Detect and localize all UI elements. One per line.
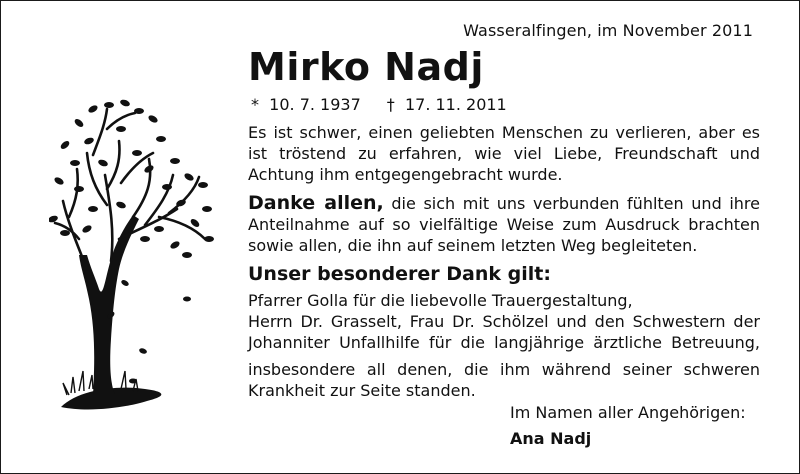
special-thanks-heading: Unser besonderer Dank gilt: [248,263,551,285]
paragraph-2-body: die sich mit uns verbunden fühlten und ihre Anteilnahme auf so vielfältige Weise zum Ausdruck brachten sowie allen, die ihn auf seinem letzten Weg begleiteten. [248,194,760,255]
paragraph-2 [248,193,760,256]
thanks-list [248,290,760,353]
thanks-line-3: Johanniter Unfallhilfe für die langjährige ärztliche Betreuung, [248,333,760,352]
thanks-line-2: Herrn Dr. Grasselt, Frau Dr. Schölzel und den Schwestern der [248,312,760,331]
signature-name: Ana Nadj [510,429,592,448]
paragraph-3: insbesondere all denen, die ihm während seiner schweren Krankheit zur Seite standen. [248,360,760,400]
signature-intro: Im Namen aller Angehörigen: [510,403,746,422]
paragraph-1: Es ist schwer, einen geliebten Menschen zu verlieren, aber es ist tröstend zu erfahren, wie viel Liebe, Freundschaft und Achtung ihm entgegengebracht wurde. [248,123,760,184]
thanks-line-1: Pfarrer Golla für die liebevolle Trauergestaltung, [248,291,633,310]
place-date: Wasseralfingen, im November 2011 [463,21,753,40]
paragraph-2-lead: Danke allen, [248,192,384,214]
life-dates [251,95,507,114]
death-date: † 17. 11. 2011 [386,95,507,114]
birth-date: * 10. 7. 1937 [251,95,361,114]
deceased-name: Mirko Nadj [248,45,484,89]
tree-illustration [49,89,219,419]
